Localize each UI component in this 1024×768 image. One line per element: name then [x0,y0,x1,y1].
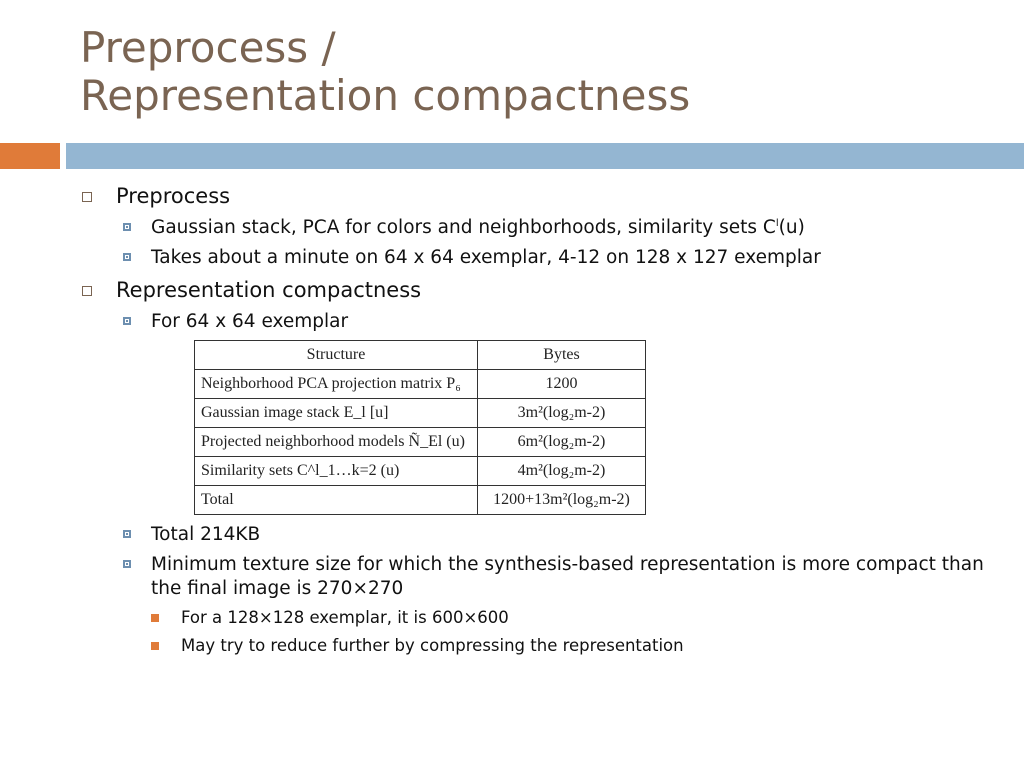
bullet-preprocess-label: Preprocess [116,184,231,208]
slide-title [80,24,690,120]
compactness-sublist-2 [116,523,1010,657]
filled-square-bullet-icon [151,614,159,622]
table-cell-bytes: 6m²(log₂m-2) [478,428,646,457]
square-bullet-icon [123,530,131,538]
bullet-gaussian-stack-tail: (u) [778,217,805,238]
bullet-for-exemplar [116,310,1010,334]
bullet-gaussian-stack [116,216,1010,240]
superscript-l: l [775,217,779,229]
bullet-compactness [80,276,1010,657]
bullet-minimum-size-text: Minimum texture size for which the synthesis-based representation is more compact than the final image is 270×270 [151,554,984,599]
table-cell-structure: Projected neighborhood models Ñ_El (u) [195,428,478,457]
table-row [195,428,646,457]
bullet-128-exemplar [151,607,1010,629]
bytes-table-wrapper [194,340,1010,515]
hollow-square-bullet-icon [82,192,92,202]
square-bullet-icon [123,317,131,325]
slide-title-line-2: Representation compactness [80,71,691,120]
table-cell-structure: Similarity sets C^l_1…k=2 (u) [195,457,478,486]
bullet-list [80,182,1010,657]
table-header-structure: Structure [195,341,478,370]
bullet-reduce-further-text: May try to reduce further by compressing the representation [181,636,684,655]
bullet-128-exemplar-text: For a 128×128 exemplar, it is 600×600 [181,608,509,627]
bullet-compactness-label: Representation compactness [116,278,422,302]
bullet-total-text: Total 214KB [151,524,261,545]
table-cell-bytes: 1200 [478,370,646,399]
square-bullet-icon [123,560,131,568]
square-bullet-icon [123,253,131,261]
bullet-for-exemplar-text: For 64 x 64 exemplar [151,311,349,332]
title-accent-bar-blue [66,143,1024,169]
table-cell-structure: Neighborhood PCA projection matrix P₆ [195,370,478,399]
bytes-table [194,340,646,515]
slide-content [80,182,1010,663]
bullet-preprocess [80,182,1010,270]
bullet-reduce-further [151,635,1010,657]
table-cell-structure: Total [195,486,478,515]
bullet-gaussian-stack-text: Gaussian stack, PCA for colors and neighborhoods, similarity sets C [151,217,776,238]
table-cell-structure: Gaussian image stack E_l [u] [195,399,478,428]
hollow-square-bullet-icon [82,286,92,296]
table-row [195,399,646,428]
bullet-timing-text: Takes about a minute on 64 x 64 exemplar, 4-12 on 128 x 127 exemplar [151,247,821,268]
table-cell-bytes: 1200+13m²(log₂m-2) [478,486,646,515]
slide-title-line-1: Preprocess / [80,23,336,72]
table-cell-bytes: 4m²(log₂m-2) [478,457,646,486]
table-cell-bytes: 3m²(log₂m-2) [478,399,646,428]
preprocess-sublist [116,216,1010,270]
compactness-sublist [116,310,1010,334]
square-bullet-icon [123,223,131,231]
title-accent-bar-orange [0,143,60,169]
table-header-row [195,341,646,370]
bullet-minimum-size [116,553,1010,657]
table-row [195,370,646,399]
minimum-size-sublist [151,607,1010,657]
table-row [195,457,646,486]
table-row [195,486,646,515]
filled-square-bullet-icon [151,642,159,650]
bullet-total [116,523,1010,547]
table-header-bytes: Bytes [478,341,646,370]
bullet-timing [116,246,1010,270]
